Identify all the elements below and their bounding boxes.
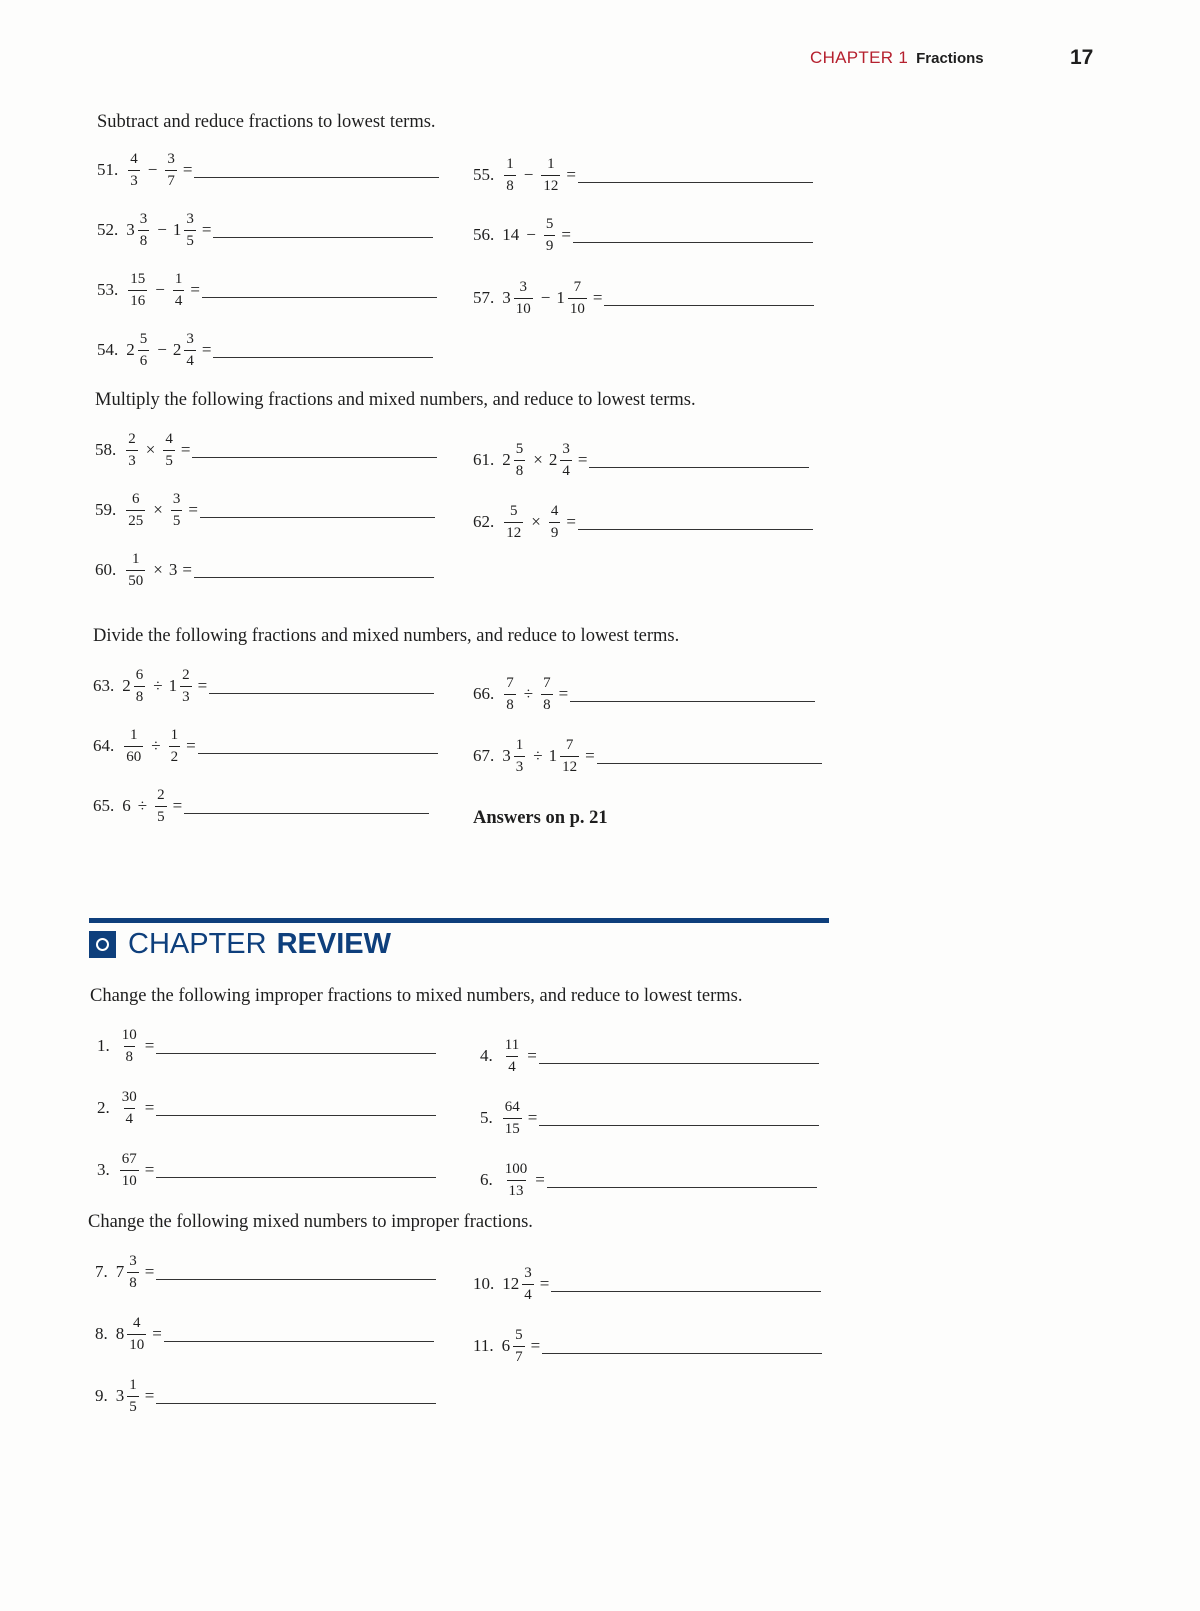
first-term-numerator: 5 — [515, 1326, 523, 1343]
answer-blank[interactable] — [156, 1115, 436, 1116]
problem-number: 51. — [97, 160, 119, 179]
second-term-numerator: 3 — [186, 210, 194, 227]
problem-number: 7. — [95, 1262, 108, 1281]
first-term-fraction — [126, 492, 145, 529]
equals-sign: = — [188, 500, 198, 519]
times-sign: × — [153, 500, 163, 519]
second-term-numerator: 3 — [562, 440, 570, 457]
chapter-review-heading — [89, 928, 391, 961]
chapter-label: CHAPTER 1 — [810, 48, 909, 67]
problem-59 — [95, 480, 435, 540]
second-term-fraction — [163, 432, 175, 469]
first-term-fraction — [134, 668, 146, 705]
answers-note: Answers on p. 21 — [473, 808, 608, 828]
answer-blank[interactable] — [542, 1353, 822, 1354]
first-term-numerator: 64 — [504, 1098, 520, 1115]
first-term-numerator: 5 — [139, 330, 148, 347]
equals-sign: = — [592, 288, 603, 307]
equals-sign: = — [144, 1160, 155, 1179]
equals-sign: = — [144, 1386, 155, 1405]
answer-blank[interactable] — [539, 1063, 819, 1064]
first-term-denominator: 8 — [504, 694, 516, 713]
first-term-fraction — [503, 1038, 521, 1075]
first-term-numerator: 3 — [129, 1252, 137, 1269]
divide-sign: ÷ — [151, 736, 161, 755]
first-term-denominator: 8 — [127, 1272, 139, 1291]
equals-sign: = — [577, 450, 588, 469]
first-term-fraction — [503, 1162, 530, 1199]
answer-blank[interactable] — [547, 1187, 817, 1188]
first-term-fraction — [120, 1090, 139, 1127]
second-term-denominator: 5 — [155, 806, 167, 825]
problem-56 — [473, 205, 813, 265]
first-term-denominator: 4 — [522, 1284, 534, 1303]
problem-number: 60. — [95, 560, 117, 579]
answer-blank[interactable] — [539, 1125, 819, 1126]
first-term-fraction — [127, 1316, 146, 1353]
problem-1 — [97, 1016, 436, 1076]
second-term-numerator: 1 — [170, 726, 179, 743]
first-term-numerator: 11 — [504, 1036, 520, 1053]
first-term-fraction — [522, 1266, 534, 1303]
first-term-numerator: 100 — [504, 1160, 528, 1177]
first-term-whole: 7 — [115, 1262, 125, 1281]
first-term-denominator: 10 — [514, 298, 533, 317]
first-term-fraction — [514, 738, 526, 775]
divide-sign: ÷ — [523, 684, 534, 703]
problem-number: 52. — [97, 220, 119, 239]
equals-sign: = — [530, 1336, 541, 1355]
second-term-fraction — [560, 442, 572, 479]
problem-58 — [95, 420, 437, 480]
first-term-denominator: 7 — [513, 1346, 525, 1365]
second-term-denominator: 7 — [165, 170, 177, 189]
first-term-numerator: 1 — [129, 1376, 137, 1393]
first-term-denominator: 8 — [514, 460, 526, 479]
second-term-denominator: 4 — [173, 290, 185, 309]
problem-number: 53. — [97, 280, 119, 299]
first-term-numerator: 6 — [135, 666, 144, 683]
answer-blank[interactable] — [200, 517, 435, 518]
times-sign: × — [533, 450, 543, 469]
first-term-numerator: 6 — [132, 490, 140, 507]
first-term-numerator: 3 — [524, 1264, 532, 1281]
equals-sign: = — [197, 676, 208, 695]
answer-blank[interactable] — [209, 693, 434, 694]
second-term-numerator: 3 — [172, 490, 181, 507]
second-term-whole: 1 — [172, 220, 182, 239]
second-term-numerator: 1 — [174, 270, 183, 287]
first-term-whole: 3 — [115, 1386, 125, 1405]
second-term-fraction — [568, 280, 587, 317]
second-term-fraction — [155, 788, 167, 825]
answer-blank[interactable] — [156, 1177, 436, 1178]
first-term-fraction — [124, 728, 143, 765]
first-term-whole: 14 — [502, 225, 520, 244]
equals-sign: = — [585, 746, 595, 765]
second-term-denominator: 4 — [560, 460, 572, 479]
second-term-fraction — [184, 212, 196, 249]
second-term-numerator: 1 — [547, 155, 555, 172]
answer-blank[interactable] — [192, 457, 437, 458]
answer-blank[interactable] — [578, 529, 813, 530]
first-term-fraction — [504, 676, 516, 713]
equals-sign: = — [182, 560, 192, 579]
answer-blank[interactable] — [198, 753, 438, 754]
second-term-whole: 2 — [548, 450, 558, 469]
second-term-fraction — [171, 492, 183, 529]
problem-number: 1. — [97, 1036, 110, 1055]
first-term-fraction — [120, 1028, 139, 1065]
answer-blank[interactable] — [156, 1053, 436, 1054]
first-term-denominator: 8 — [138, 230, 150, 249]
problem-number: 62. — [473, 512, 495, 531]
first-term-denominator: 3 — [514, 756, 526, 775]
equals-sign: = — [190, 280, 200, 299]
review-title-light: CHAPTER — [128, 928, 267, 960]
problem-51 — [97, 140, 439, 200]
running-header — [810, 48, 986, 68]
second-term-denominator: 2 — [169, 746, 181, 765]
problem-number: 64. — [93, 736, 115, 755]
second-term-whole: 1 — [168, 676, 178, 695]
second-term-fraction — [560, 738, 579, 775]
answer-blank[interactable] — [213, 237, 433, 238]
first-term-numerator: 15 — [130, 270, 146, 287]
problem-number: 3. — [97, 1160, 110, 1179]
problem-number: 65. — [93, 796, 115, 815]
problem-57 — [473, 268, 814, 328]
page-number: 17 — [1070, 46, 1094, 69]
answer-blank[interactable] — [156, 1279, 436, 1280]
second-term-numerator: 3 — [186, 330, 194, 347]
answer-blank[interactable] — [194, 177, 439, 178]
first-term-whole: 6 — [122, 796, 131, 815]
problem-number: 4. — [480, 1046, 493, 1065]
first-term-fraction — [127, 1378, 139, 1415]
first-term-fraction — [127, 1254, 139, 1291]
equals-sign: = — [144, 1036, 155, 1055]
first-term-denominator: 10 — [127, 1334, 146, 1353]
answer-blank[interactable] — [194, 577, 434, 578]
second-term-denominator: 12 — [560, 756, 579, 775]
first-term-whole: 6 — [501, 1336, 511, 1355]
first-term-fraction — [138, 212, 150, 249]
equals-sign: = — [201, 220, 212, 239]
first-term-numerator: 4 — [133, 1314, 141, 1331]
minus-sign: − — [155, 280, 165, 299]
first-term-denominator: 25 — [126, 510, 145, 529]
first-term-fraction — [513, 1328, 525, 1365]
first-term-denominator: 10 — [120, 1170, 139, 1189]
first-term-whole: 3 — [126, 220, 135, 239]
answer-blank[interactable] — [202, 297, 437, 298]
second-term-fraction — [173, 272, 185, 309]
answer-blank[interactable] — [570, 701, 815, 702]
second-term-denominator: 12 — [541, 175, 560, 194]
problem-number: 63. — [93, 676, 115, 695]
second-term-numerator: 7 — [543, 674, 551, 691]
problem-55 — [473, 145, 813, 205]
first-term-denominator: 4 — [124, 1108, 136, 1127]
second-term-whole: 1 — [556, 288, 565, 307]
second-term-denominator: 3 — [180, 686, 192, 705]
equals-sign: = — [182, 160, 193, 179]
first-term-denominator: 60 — [124, 746, 143, 765]
answer-blank[interactable] — [589, 467, 809, 468]
equals-sign: = — [172, 796, 183, 815]
first-term-denominator: 3 — [126, 450, 138, 469]
problem-number: 59. — [95, 500, 117, 519]
second-term-fraction — [184, 332, 196, 369]
problem-number: 58. — [95, 440, 117, 459]
first-term-whole: 8 — [115, 1324, 125, 1343]
second-term-denominator: 5 — [171, 510, 183, 529]
answer-blank[interactable] — [573, 242, 813, 243]
first-term-numerator: 67 — [121, 1150, 137, 1167]
second-term-denominator: 5 — [163, 450, 175, 469]
first-term-numerator: 30 — [121, 1088, 137, 1105]
equals-sign: = — [539, 1274, 550, 1293]
divide-sign: ÷ — [533, 746, 543, 765]
second-term-numerator: 7 — [565, 736, 574, 753]
equals-sign: = — [186, 736, 196, 755]
second-term-fraction — [180, 668, 192, 705]
problem-number: 57. — [473, 288, 495, 307]
first-term-denominator: 12 — [504, 522, 523, 541]
answer-blank[interactable] — [156, 1403, 436, 1404]
first-term-fraction — [514, 280, 533, 317]
problem-10 — [473, 1254, 821, 1314]
answer-blank[interactable] — [551, 1291, 821, 1292]
section-rule — [89, 918, 829, 923]
equals-sign: = — [527, 1046, 537, 1065]
divide-sign: ÷ — [153, 676, 163, 695]
first-term-denominator: 13 — [507, 1180, 526, 1199]
improper-instruction: Change the following improper fractions to mixed numbers, and reduce to lowest terms. — [90, 986, 743, 1006]
first-term-whole: 2 — [126, 340, 135, 359]
subtract-instruction: Subtract and reduce fractions to lowest terms. — [97, 112, 436, 132]
problem-52 — [97, 200, 433, 260]
first-term-whole: 2 — [502, 450, 511, 469]
times-sign: × — [153, 560, 163, 579]
first-term-denominator: 8 — [134, 686, 146, 705]
problem-number: 5. — [480, 1108, 493, 1127]
second-term-whole: 3 — [168, 560, 178, 579]
second-term-denominator: 8 — [541, 694, 553, 713]
first-term-whole: 3 — [502, 746, 511, 765]
first-term-denominator: 50 — [126, 570, 145, 589]
first-term-whole: 12 — [502, 1274, 520, 1293]
problem-54 — [97, 320, 433, 380]
first-term-denominator: 8 — [124, 1046, 136, 1065]
problem-61 — [473, 430, 809, 490]
first-term-numerator: 10 — [121, 1026, 137, 1043]
problem-65 — [93, 776, 429, 836]
minus-sign: − — [523, 165, 534, 184]
first-term-denominator: 3 — [128, 170, 140, 189]
answer-blank[interactable] — [164, 1341, 434, 1342]
second-term-fraction — [549, 504, 561, 541]
first-term-numerator: 1 — [132, 550, 140, 567]
problem-4 — [480, 1026, 819, 1086]
answer-blank[interactable] — [604, 305, 814, 306]
first-term-whole: 2 — [122, 676, 131, 695]
first-term-fraction — [138, 332, 150, 369]
second-term-fraction — [169, 728, 181, 765]
second-term-whole: 2 — [172, 340, 182, 359]
answer-blank[interactable] — [578, 182, 813, 183]
first-term-denominator: 6 — [138, 350, 150, 369]
problem-number: 66. — [473, 684, 495, 703]
problem-number: 56. — [473, 225, 495, 244]
first-term-fraction — [128, 272, 147, 309]
second-term-denominator: 10 — [568, 298, 587, 317]
first-term-fraction — [120, 1152, 139, 1189]
first-term-numerator: 1 — [515, 736, 524, 753]
second-term-numerator: 7 — [573, 278, 582, 295]
answer-blank[interactable] — [597, 763, 822, 764]
first-term-denominator: 5 — [127, 1396, 139, 1415]
first-term-fraction — [126, 432, 138, 469]
second-term-numerator: 2 — [157, 786, 165, 803]
problem-number: 9. — [95, 1386, 108, 1405]
answer-blank[interactable] — [184, 813, 429, 814]
problem-53 — [97, 260, 437, 320]
second-term-fraction — [541, 676, 553, 713]
equals-sign: = — [180, 440, 191, 459]
problem-2 — [97, 1078, 436, 1138]
answer-blank[interactable] — [213, 357, 433, 358]
equals-sign: = — [144, 1262, 155, 1281]
minus-sign: − — [540, 288, 551, 307]
minus-sign: − — [157, 220, 167, 239]
second-term-denominator: 4 — [184, 350, 196, 369]
problem-8 — [95, 1304, 434, 1364]
equals-sign: = — [566, 512, 576, 531]
first-term-fraction — [503, 1100, 522, 1137]
second-term-numerator: 4 — [550, 502, 559, 519]
equals-sign: = — [527, 1108, 538, 1127]
first-term-numerator: 5 — [515, 440, 524, 457]
second-term-numerator: 3 — [167, 150, 175, 167]
problem-67 — [473, 726, 822, 786]
first-term-numerator: 2 — [128, 430, 136, 447]
first-term-denominator: 15 — [503, 1118, 522, 1137]
problem-5 — [480, 1088, 819, 1148]
minus-sign: − — [147, 160, 158, 179]
second-term-denominator: 9 — [544, 235, 556, 254]
first-term-fraction — [126, 552, 145, 589]
equals-sign: = — [558, 684, 569, 703]
problem-66 — [473, 664, 815, 724]
second-term-numerator: 5 — [545, 215, 554, 232]
problem-6 — [480, 1150, 817, 1210]
problem-63 — [93, 656, 434, 716]
first-term-fraction — [514, 442, 526, 479]
equals-sign: = — [201, 340, 212, 359]
first-term-fraction — [504, 504, 523, 541]
problem-number: 6. — [480, 1170, 493, 1189]
divide-sign: ÷ — [137, 796, 148, 815]
first-term-fraction — [504, 157, 516, 194]
problem-number: 54. — [97, 340, 119, 359]
mixed-instruction: Change the following mixed numbers to improper fractions. — [88, 1212, 533, 1232]
first-term-numerator: 7 — [506, 674, 514, 691]
second-term-whole: 1 — [548, 746, 558, 765]
first-term-numerator: 3 — [139, 210, 148, 227]
first-term-denominator: 8 — [504, 175, 516, 194]
first-term-numerator: 5 — [510, 502, 518, 519]
problem-number: 10. — [473, 1274, 495, 1293]
first-term-fraction — [128, 152, 140, 189]
first-term-numerator: 4 — [130, 150, 138, 167]
first-term-numerator: 1 — [130, 726, 138, 743]
equals-sign: = — [566, 165, 576, 184]
second-term-fraction — [165, 152, 177, 189]
review-bullet-icon — [89, 931, 116, 958]
problem-number: 61. — [473, 450, 495, 469]
first-term-denominator: 16 — [128, 290, 147, 309]
problem-number: 8. — [95, 1324, 108, 1343]
second-term-numerator: 2 — [182, 666, 190, 683]
first-term-denominator: 4 — [506, 1056, 518, 1075]
problem-62 — [473, 492, 813, 552]
second-term-fraction — [541, 157, 560, 194]
problem-3 — [97, 1140, 436, 1200]
problem-64 — [93, 716, 438, 776]
problem-60 — [95, 540, 434, 600]
minus-sign: − — [157, 340, 167, 359]
equals-sign: = — [535, 1170, 545, 1189]
problem-number: 55. — [473, 165, 495, 184]
chapter-title: Fractions — [916, 50, 984, 68]
equals-sign: = — [561, 225, 571, 244]
minus-sign: − — [526, 225, 536, 244]
first-term-numerator: 3 — [519, 278, 527, 295]
equals-sign: = — [144, 1098, 155, 1117]
times-sign: × — [145, 440, 156, 459]
first-term-whole: 3 — [502, 288, 511, 307]
problem-number: 67. — [473, 746, 495, 765]
second-term-denominator: 9 — [549, 522, 561, 541]
problem-11 — [473, 1316, 822, 1376]
problem-7 — [95, 1242, 436, 1302]
second-term-fraction — [544, 217, 556, 254]
problem-9 — [95, 1366, 436, 1426]
second-term-numerator: 4 — [165, 430, 173, 447]
problem-number: 2. — [97, 1098, 110, 1117]
times-sign: × — [531, 512, 541, 531]
second-term-denominator: 5 — [184, 230, 196, 249]
problem-number: 11. — [473, 1336, 494, 1355]
review-title-bold: REVIEW — [276, 928, 391, 960]
first-term-numerator: 1 — [506, 155, 514, 172]
equals-sign: = — [152, 1324, 162, 1343]
divide-instruction: Divide the following fractions and mixed numbers, and reduce to lowest terms. — [93, 626, 680, 646]
multiply-instruction: Multiply the following fractions and mixed numbers, and reduce to lowest terms. — [95, 390, 696, 410]
